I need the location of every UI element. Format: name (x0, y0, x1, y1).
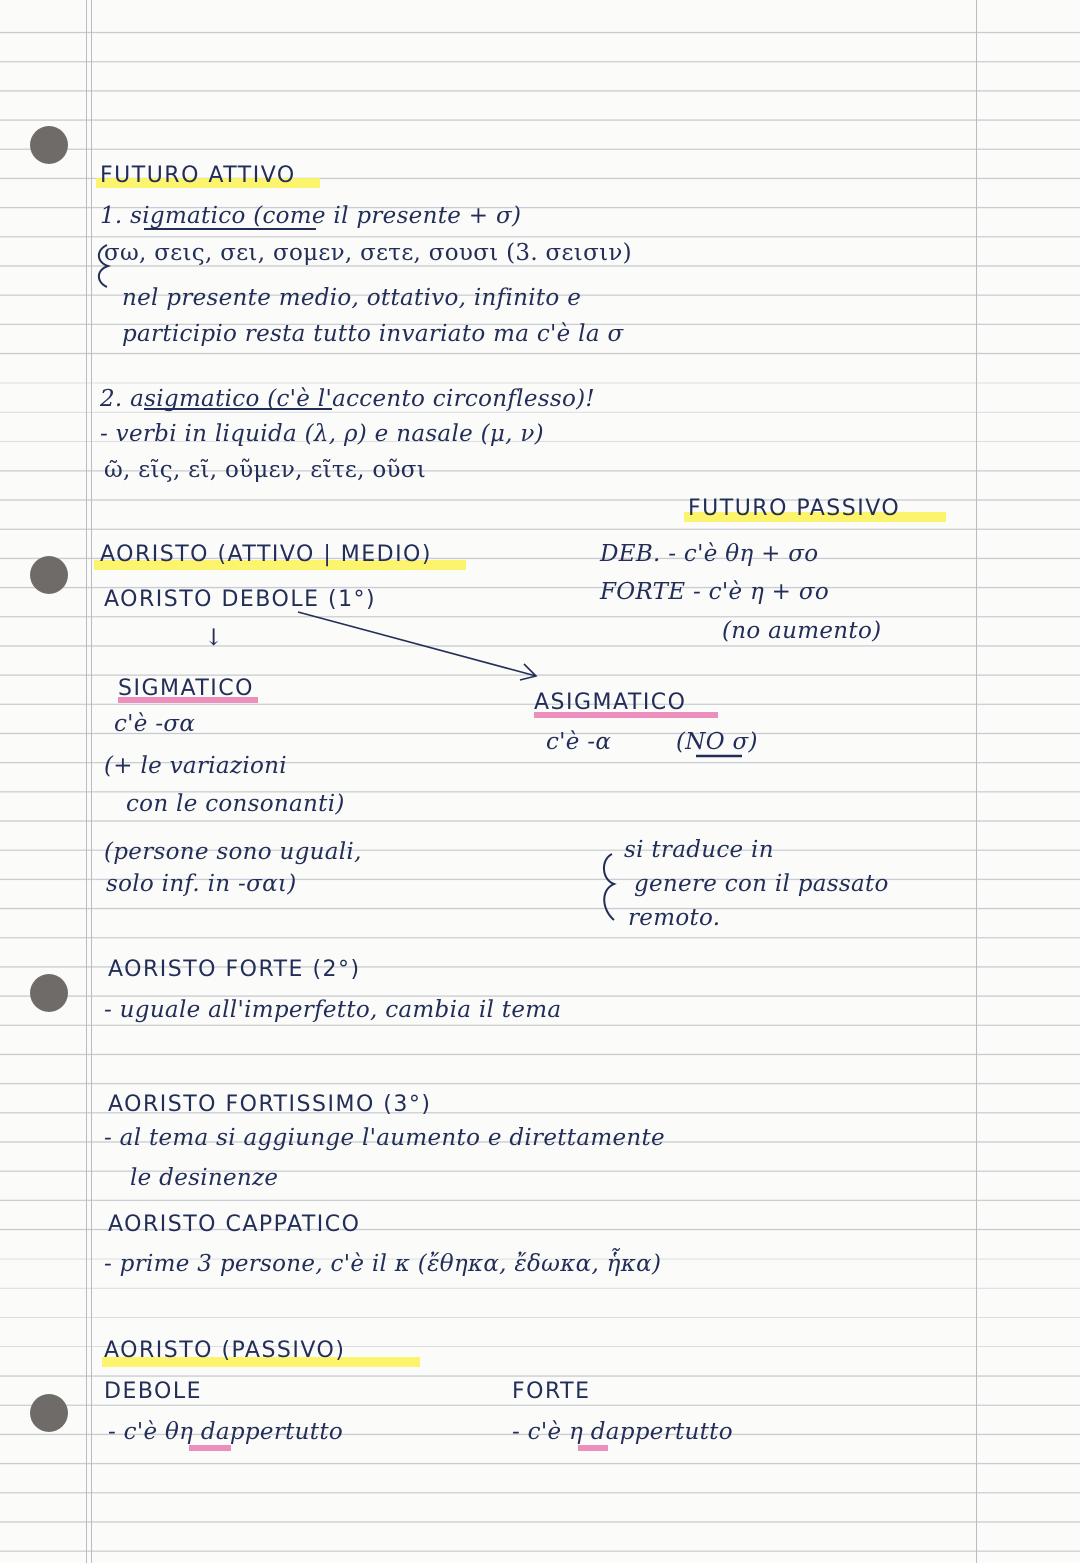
down-arrow: ↓ (204, 625, 224, 651)
punch-hole (30, 126, 68, 164)
futuro-attivo-asigmatico: 2. asigmatico (c'è l'accento circonflesso)! (100, 386, 595, 412)
aoristo-passivo-title: AORISTO (PASSIVO) (104, 1338, 346, 1363)
aoristo-fortissimo-line-1: - al tema si aggiunge l'aumento e direttamente (104, 1125, 665, 1151)
aoristo-passivo-forte-line: - c'è η dappertutto (512, 1419, 733, 1445)
futuro-attivo-endings-2: ῶ, εῖς, εῖ, οῦμεν, εῖτε, οῦσι (104, 457, 427, 483)
futuro-attivo-verbi: - verbi in liquida (λ, ρ) e nasale (μ, ν) (100, 421, 544, 447)
futuro-passivo-debole: DEB. - c'è θη + σο (600, 541, 819, 567)
futuro-attivo-title: FUTURO ATTIVO (100, 163, 296, 188)
sigmatico-line-2: (+ le variazioni (104, 753, 287, 779)
left-margin-line-inner (91, 0, 92, 1563)
punch-hole (30, 974, 68, 1012)
sigmatico-line-1: c'è -σα (114, 711, 196, 737)
diagonal-arrow-line (298, 612, 536, 676)
translate-line-2: genere con il passato (634, 871, 889, 897)
translate-line-3: remoto. (628, 905, 721, 931)
aoristo-cappatico-title: AORISTO CAPPATICO (108, 1212, 361, 1237)
punch-hole (30, 556, 68, 594)
futuro-attivo-note-1: nel presente medio, ottativo, infinito e (122, 285, 582, 311)
aoristo-cappatico-line-1: - prime 3 persone, c'è il κ (ἔθηκα, ἔδωκα, ἧκα) (104, 1251, 662, 1277)
futuro-attivo-note-2: participio resta tutto invariato ma c'è la σ (122, 321, 624, 347)
aoristo-fortissimo-title: AORISTO FORTISSIMO (3°) (108, 1092, 432, 1117)
aoristo-fortissimo-line-2: le desinenze (130, 1165, 279, 1191)
futuro-passivo-title: FUTURO PASSIVO (688, 496, 901, 521)
aoristo-passivo-debole-line: - c'è θη dappertutto (108, 1419, 344, 1445)
right-margin-line (976, 0, 977, 1563)
sigmatico-title: SIGMATICO (118, 676, 254, 701)
sigmatico-line-5: solo inf. in -σαι) (106, 871, 297, 897)
futuro-attivo-endings: σω, σεις, σει, σομεν, σετε, σουσι (3. σεισιν) (104, 240, 632, 266)
left-margin-line (86, 0, 87, 1563)
futuro-passivo-forte: FORTE - c'è η + σο (600, 579, 829, 605)
sigmatico-line-4: (persone sono uguali, (104, 839, 362, 865)
translate-line-1: si traduce in (624, 837, 774, 863)
aoristo-passivo-debole-title: DEBOLE (104, 1379, 203, 1404)
aoristo-forte-line-1: - uguale all'imperfetto, cambia il tema (104, 997, 562, 1023)
asigmatico-line-1: c'è -α (546, 729, 612, 755)
asigmatico-title: ASIGMATICO (534, 690, 687, 715)
asigmatico-no-sigma: (NO σ) (676, 729, 758, 755)
aoristo-attivo-title: AORISTO (ATTIVO | MEDIO) (100, 542, 432, 567)
futuro-attivo-sigmatico: 1. sigmatico (come il presente + σ) (100, 203, 522, 229)
aoristo-forte-title: AORISTO FORTE (2°) (108, 957, 361, 982)
aoristo-debole-title: AORISTO DEBOLE (1°) (104, 587, 377, 612)
brace-mark (604, 854, 614, 920)
punch-hole (30, 1394, 68, 1432)
futuro-passivo-no-aumento: (no aumento) (722, 618, 882, 644)
arrow-head (520, 664, 536, 680)
aoristo-passivo-forte-title: FORTE (512, 1379, 591, 1404)
sigmatico-line-3: con le consonanti) (126, 791, 345, 817)
